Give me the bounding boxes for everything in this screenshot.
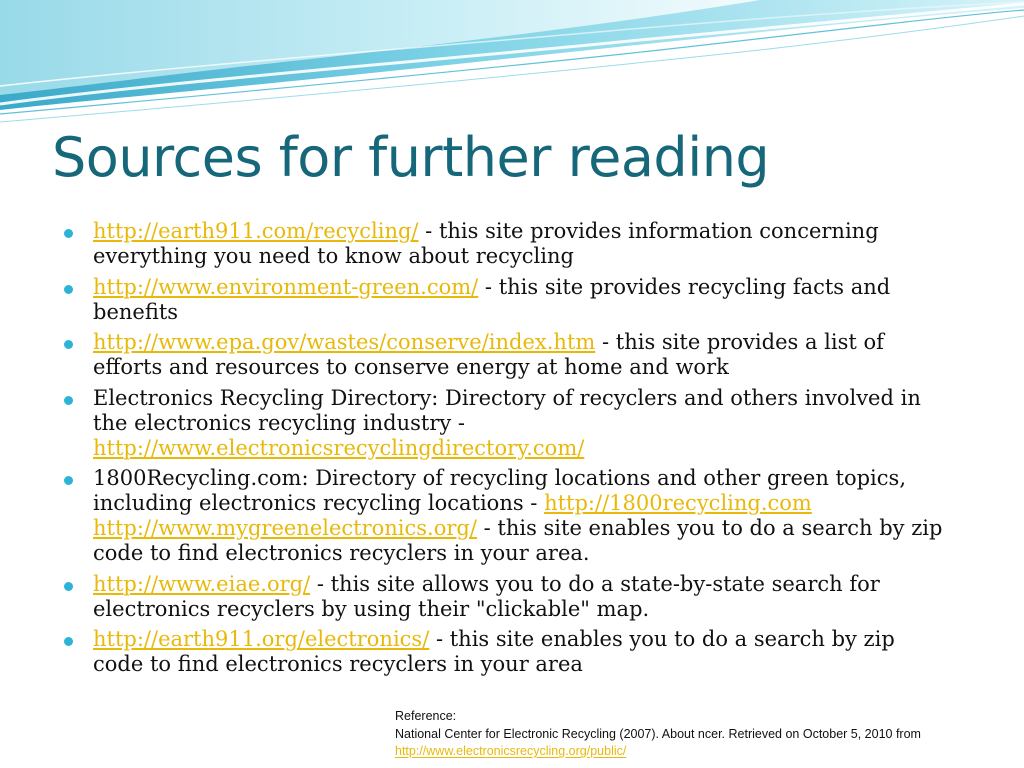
source-list bbox=[64, 219, 944, 683]
list-item-earth911-electronics bbox=[64, 627, 944, 677]
link-environment-green[interactable]: http://www.environment-green.com/ bbox=[93, 274, 479, 299]
link-electronics-recycling-directory[interactable]: http://www.electronicsrecyclingdirectory.com/ bbox=[93, 435, 585, 460]
bullet-icon bbox=[64, 476, 73, 485]
bullet-icon bbox=[64, 396, 73, 405]
link-earth911-electronics[interactable]: http://earth911.org/electronics/ bbox=[93, 627, 430, 651]
reference-link[interactable]: http://www.electronicsrecycling.org/public/ bbox=[395, 744, 627, 758]
list-item-electronics-recycling-directory bbox=[64, 386, 944, 461]
list-item-text: - this site enables you to do a search by zip code to find electronics recyclers in your area bbox=[93, 627, 895, 676]
list-item-text: - this site allows you to do a state-by-state search for electronics recyclers by using their "clickable" map. bbox=[93, 571, 880, 621]
list-item-environment-green bbox=[64, 275, 944, 325]
list-item-text: Electronics Recycling Directory: Directory of recyclers and others involved in the electronics recycling industry - bbox=[93, 385, 921, 435]
list-item-text: - this site enables you to do a search by zip code to find electronics recyclers in your area. bbox=[93, 516, 943, 565]
link-eiae[interactable]: http://www.eiae.org/ bbox=[93, 571, 311, 596]
bullet-icon bbox=[64, 582, 73, 591]
list-item-text: 1800Recycling.com: Directory of recycling locations and other green topics, including electronics recycling locations - bbox=[93, 466, 906, 515]
reference-block bbox=[395, 708, 1017, 761]
list-item-text: - this site provides a list of efforts and resources to conserve energy at home and work bbox=[93, 330, 884, 379]
list-item-1800recycling bbox=[64, 466, 944, 566]
bullet-icon bbox=[64, 285, 73, 294]
bullet-icon bbox=[64, 637, 73, 646]
bullet-icon bbox=[64, 340, 73, 349]
list-item-text: - this site provides information concerning everything you need to know about recycling bbox=[93, 219, 879, 268]
slide-title: Sources for further reading bbox=[52, 126, 770, 189]
link-epa-conserve[interactable]: http://www.epa.gov/wastes/conserve/index.htm bbox=[93, 330, 596, 354]
list-item-epa-conserve bbox=[64, 330, 944, 380]
reference-citation: National Center for Electronic Recycling (2007). About ncer. Retrieved on October 5, 2010 from bbox=[395, 726, 921, 741]
link-mygreenelectronics[interactable]: http://www.mygreenelectronics.org/ bbox=[93, 516, 477, 540]
link-earth911-recycling[interactable]: http://earth911.com/recycling/ bbox=[93, 219, 419, 243]
reference-label: Reference: bbox=[395, 709, 457, 723]
wave-band-light bbox=[0, 0, 760, 95]
list-item-earth911-recycling bbox=[64, 219, 944, 269]
link-1800recycling[interactable]: http://1800recycling.com bbox=[544, 491, 812, 515]
bullet-icon bbox=[64, 229, 73, 238]
list-item-eiae bbox=[64, 572, 944, 622]
decorative-wave-header bbox=[0, 0, 1024, 130]
list-item-text: - this site provides recycling facts and benefits bbox=[93, 274, 891, 324]
